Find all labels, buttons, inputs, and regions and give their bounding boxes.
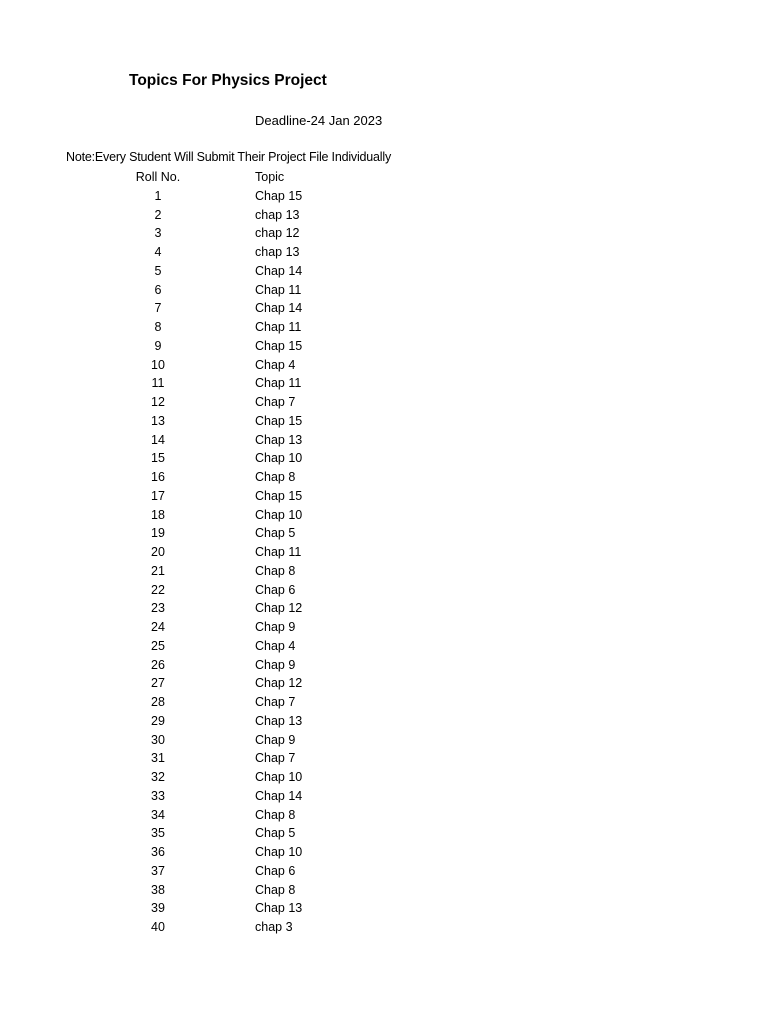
roll-number-cell: 3 (154, 226, 162, 241)
roll-number-cell: 4 (154, 245, 162, 259)
roll-number-cell: 9 (154, 338, 162, 353)
topic-cell: Chap 15 (255, 188, 303, 203)
table-row (0, 581, 768, 600)
topic-cell: Chap 15 (255, 488, 303, 503)
topic-cell: Chap 10 (255, 507, 303, 522)
table-row (0, 187, 768, 206)
table-row (0, 749, 768, 768)
topic-cell: Chap 8 (255, 807, 296, 822)
roll-number-cell: 15 (151, 451, 165, 466)
document-title: Topics For Physics Project (129, 72, 327, 89)
roll-number-cell: 29 (151, 713, 165, 728)
topic-cell: Chap 13 (255, 713, 303, 728)
roll-number-cell: 37 (151, 863, 165, 878)
topic-cell: chap 13 (255, 245, 300, 259)
roll-number-cell: 5 (154, 263, 162, 278)
table-header-row (0, 168, 768, 187)
table-row (0, 468, 768, 487)
table-row (0, 656, 768, 675)
topic-cell: Chap 5 (255, 826, 296, 841)
table-row (0, 299, 768, 318)
note-text: Note:Every Student Will Submit Their Project File Individually (66, 150, 392, 164)
topic-cell: Chap 5 (255, 526, 296, 541)
topic-cell: Chap 8 (255, 470, 296, 484)
table-row (0, 806, 768, 825)
table-row (0, 843, 768, 862)
deadline-text: Deadline-24 Jan 2023 (255, 113, 383, 128)
table-row (0, 393, 768, 412)
roll-number-cell: 36 (151, 845, 165, 859)
table-row (0, 899, 768, 918)
topic-cell: chap 13 (255, 207, 300, 222)
table-row (0, 449, 768, 468)
roll-number-cell: 7 (154, 301, 162, 316)
table-row (0, 543, 768, 562)
topic-cell: Chap 10 (255, 845, 303, 859)
topic-cell: Chap 14 (255, 301, 303, 316)
table-row (0, 262, 768, 281)
topic-cell: Chap 11 (255, 545, 302, 559)
roll-number-cell: 35 (151, 826, 165, 841)
roll-number-cell: 24 (151, 620, 165, 634)
table-row (0, 618, 768, 637)
table-row (0, 431, 768, 450)
roll-number-cell: 1 (154, 188, 162, 203)
roll-number-cell: 10 (151, 357, 165, 372)
topic-cell: Chap 8 (255, 563, 296, 578)
topic-cell: Chap 13 (255, 432, 303, 447)
topic-cell: Chap 6 (255, 582, 296, 597)
topic-cell: chap 12 (255, 226, 300, 241)
topic-header: Topic (255, 170, 285, 184)
table-row (0, 562, 768, 581)
roll-number-cell: 19 (151, 526, 165, 541)
roll-number-cell: 16 (151, 470, 165, 484)
topic-cell: Chap 6 (255, 863, 296, 878)
roll-number-cell: 26 (151, 657, 165, 672)
table-row (0, 281, 768, 300)
roll-number-cell: 34 (151, 807, 165, 822)
table-row (0, 599, 768, 618)
roll-number-cell: 27 (151, 676, 165, 691)
topic-cell: Chap 15 (255, 338, 303, 353)
roll-number-cell: 25 (151, 638, 165, 653)
roll-number-cell: 22 (151, 582, 165, 597)
roll-number-cell: 38 (151, 882, 165, 897)
topic-cell: Chap 9 (255, 620, 296, 634)
table-row (0, 862, 768, 881)
table-row (0, 337, 768, 356)
table-row (0, 224, 768, 243)
topic-cell: Chap 13 (255, 901, 303, 916)
roll-number-cell: 39 (151, 901, 165, 916)
table-row (0, 243, 768, 262)
topic-cell: Chap 12 (255, 601, 303, 616)
table-row (0, 674, 768, 693)
topic-cell: chap 3 (255, 920, 293, 934)
roll-number-header: Roll No. (135, 170, 181, 184)
roll-number-cell: 14 (151, 432, 165, 447)
table-row (0, 412, 768, 431)
table-row (0, 487, 768, 506)
table-row (0, 356, 768, 375)
roll-number-cell: 28 (151, 695, 165, 709)
table-row (0, 918, 768, 937)
topic-cell: Chap 11 (255, 320, 302, 334)
topic-cell: Chap 9 (255, 657, 296, 672)
topic-cell: Chap 9 (255, 732, 296, 747)
roll-number-cell: 23 (151, 601, 165, 616)
topic-table (0, 168, 768, 937)
roll-number-cell: 6 (154, 282, 162, 297)
table-row (0, 768, 768, 787)
topic-cell: Chap 14 (255, 788, 303, 803)
topic-cell: Chap 11 (255, 376, 302, 391)
table-row (0, 318, 768, 337)
table-row (0, 693, 768, 712)
roll-number-cell: 32 (151, 770, 165, 784)
roll-number-cell: 20 (151, 545, 165, 559)
roll-number-cell: 17 (151, 488, 165, 503)
topic-cell: Chap 15 (255, 413, 303, 428)
roll-number-cell: 21 (151, 563, 165, 578)
topic-cell: Chap 11 (255, 282, 302, 297)
roll-number-cell: 13 (151, 413, 165, 428)
topic-cell: Chap 7 (255, 395, 296, 409)
roll-number-cell: 2 (154, 207, 162, 222)
table-row (0, 206, 768, 225)
table-row (0, 524, 768, 543)
topic-cell: Chap 4 (255, 638, 296, 653)
roll-number-cell: 18 (151, 507, 165, 522)
topic-cell: Chap 8 (255, 882, 296, 897)
roll-number-cell: 12 (151, 395, 165, 409)
table-row (0, 506, 768, 525)
table-row (0, 374, 768, 393)
topic-cell: Chap 10 (255, 770, 303, 784)
roll-number-cell: 30 (151, 732, 165, 747)
roll-number-cell: 31 (151, 751, 165, 766)
table-row (0, 637, 768, 656)
topic-cell: Chap 7 (255, 695, 296, 709)
roll-number-cell: 8 (154, 320, 162, 334)
roll-number-cell: 33 (151, 788, 165, 803)
table-row (0, 824, 768, 843)
table-row (0, 787, 768, 806)
roll-number-cell: 40 (151, 920, 165, 934)
topic-cell: Chap 10 (255, 451, 303, 466)
table-row (0, 881, 768, 900)
roll-number-cell: 11 (151, 376, 165, 391)
topic-cell: Chap 12 (255, 676, 303, 691)
topic-cell: Chap 7 (255, 751, 296, 766)
topic-cell: Chap 4 (255, 357, 296, 372)
table-row (0, 712, 768, 731)
topic-cell: Chap 14 (255, 263, 303, 278)
table-row (0, 731, 768, 750)
